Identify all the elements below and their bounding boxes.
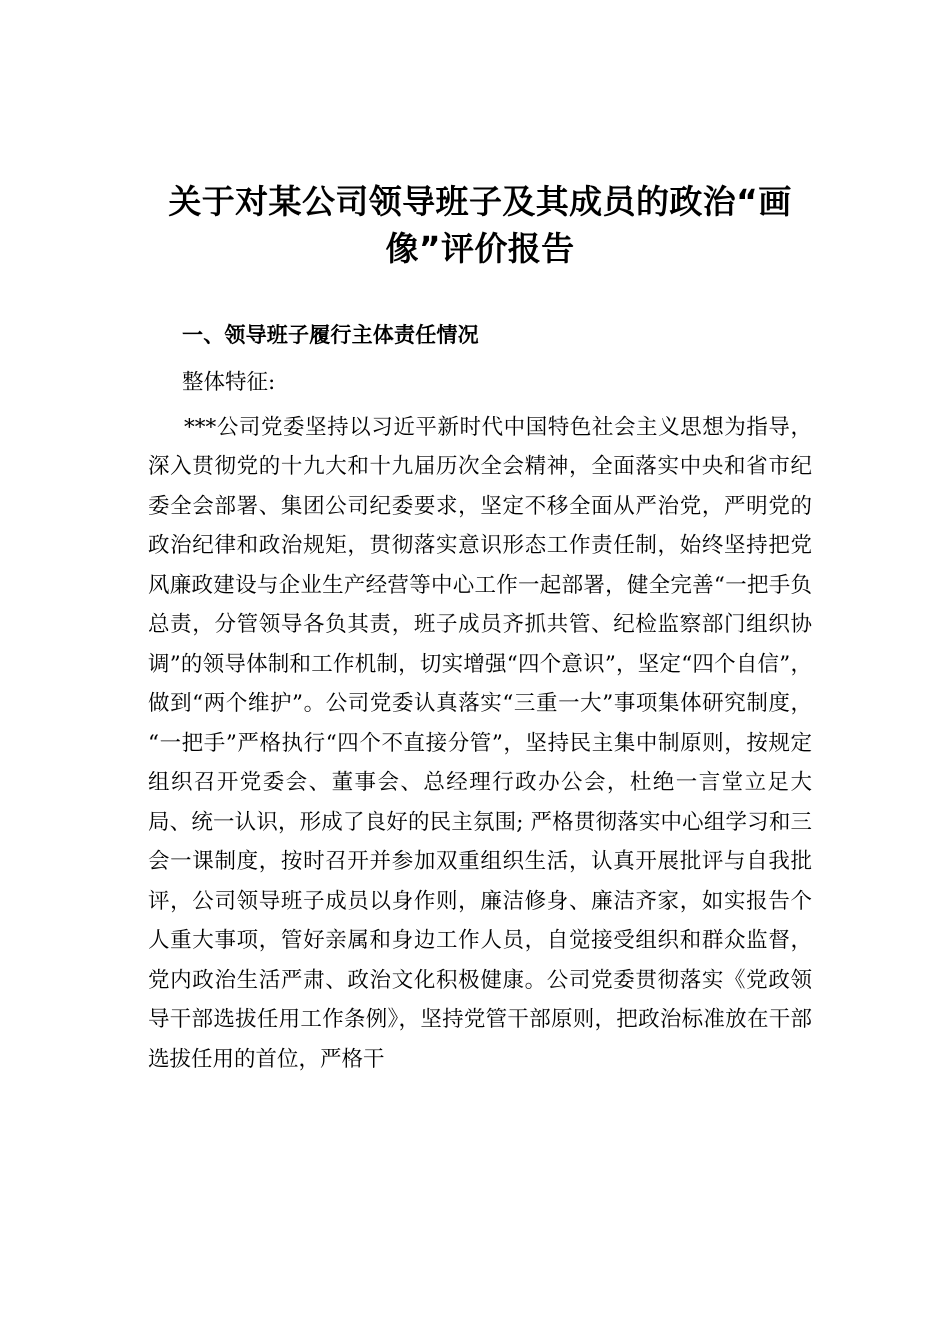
section-1-lead-label: 整体特征: (182, 370, 276, 395)
page-title: 关于对某公司领导班子及其成员的政治“画像”评价报告 (168, 182, 792, 268)
section-1-body-paragraph: ***公司党委坚持以习近平新时代中国特色社会主义思想为指导，深入贯彻党的十九大和十九届历次全会精神，全面落实中央和省市纪委全会部署、集团公司纪委要求，坚定不移全面从严治党，严明党的政治纪律和政治规矩，贯彻落实意识形态工作责任制，始终坚持把党风廉政建设与企业生产经营等中心工作一起部署，健全完善“一把手负总责，分管领导各负其责，班子成员齐抓共管、纪检监察部门组织协调”的领导体制和工作机制，切实增强“四个意识”，坚定“四个自信”，做到“两个维护”。公司党委认真落实“三重一大”事项集体研究制度，“一把手”严格执行“四个不直接分管”，坚持民主集中制原则，按规定组织召开党委会、董事会、总经理行政办公会，杜绝一言堂立足大局、统一认识，形成了良好的民主氛围; 严格贯彻落实中心组学习和三会一课制度，按时召开并参加双重组织生活，认真开展批评与自我批评，公司领导班子成员以身作则，廉洁修身、廉洁齐家，如实报告个人重大事项，管好亲属和身边工作人员，自觉接受组织和群众监督，党内政治生活严肃、政治文化积极健康。公司党委贯彻落实《党政领导干部选拔任用工作条例》，坚持党管干部原则，把政治标准放在干部选拔任用的首位，严格干 (148, 414, 812, 1072)
section-heading-1: 一、领导班子履行主体责任情况 (182, 323, 479, 347)
page-content-area (148, 0, 812, 1079)
